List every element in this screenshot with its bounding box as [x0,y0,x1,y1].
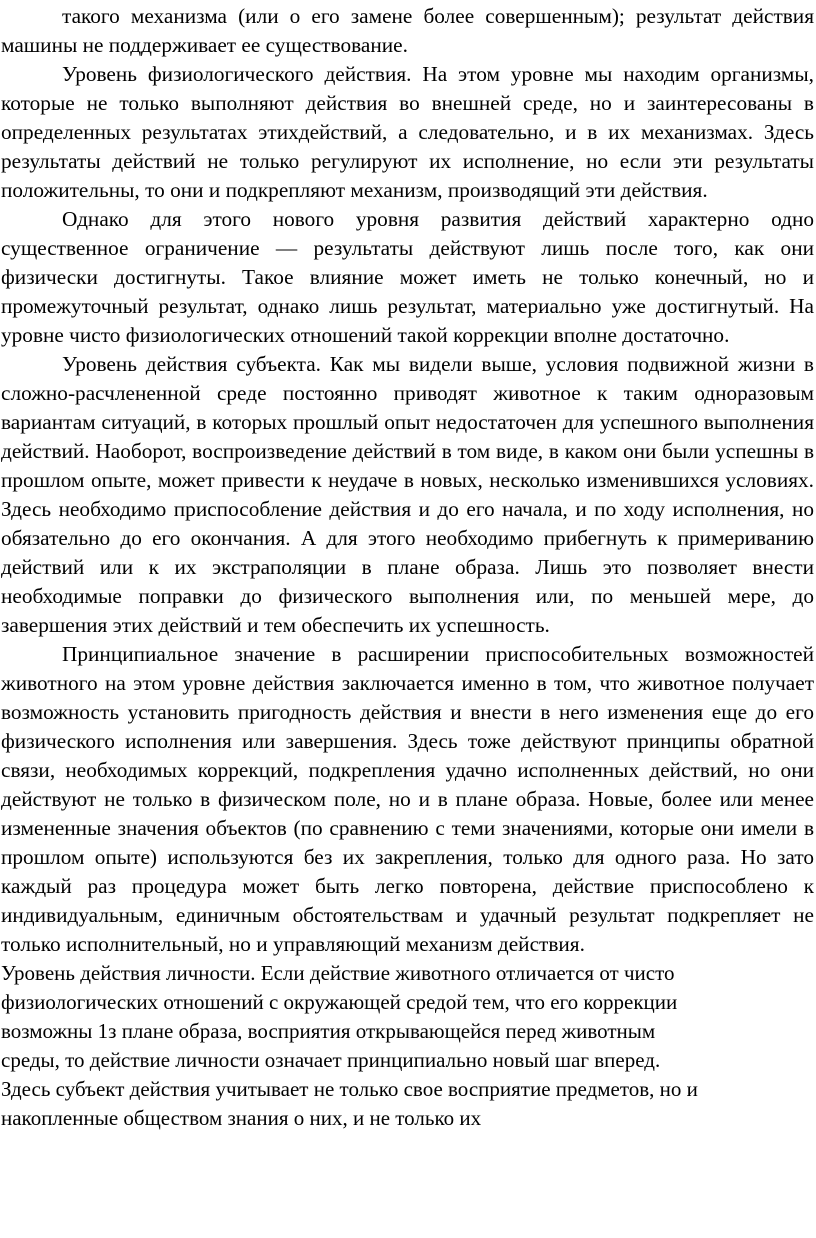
paragraph-limitation: Однако для этого нового уровня развития действий характерно одно существенное ограничение — результаты действуют лишь после того, как они физически достигнуты. Такое влияние может иметь не только конечный, но и промежуточный результат, однако лишь результат, материально уже достигнутый. На уровне чисто физиологических отношений такой коррекции вполне достаточно. [1,207,814,347]
text-line: среды, то действие личности означает принципиально новый шаг вперед. [1,1048,661,1072]
paragraph-principal-meaning: Принципиальное значение в расширении приспособительных возможностей животного на этом уровне действия заключается именно в том, что животное получает возможность установить пригодность действия и внести в него изменения еще до его физического исполнения или завершения. Здесь тоже действуют принципы обратной связи, необходимых коррекций, подкрепления удачно исполненных действий, но они действуют не только в физическом поле, но и в плане образа. Новые, более или менее измененные значения объектов (по сравнению с теми значениями, которые они имели в прошлом опыте) используются без их закрепления, только для одного раза. Но зато каждый раз процедура может быть легко повторена, действие приспособлено к индивидуальным, единичным обстоятельствам и удачный результат подкрепляет не только исполнительный, но и управляющий механизм действия. [1,642,814,956]
paragraph-subject-level: Уровень действия субъекта. Как мы видели выше, условия подвижной жизни в сложно-расчлененной среде постоянно приводят животное к таким одноразовым вариантам ситуаций, в которых прошлый опыт недостаточен для успешного выполнения действий. Наоборот, воспроизведение действий в том виде, в каком они были успешны в прошлом опыте, может привести к неудаче в новых, несколько изменившихся условиях. Здесь необходимо приспособление действия и до его начала, и по ходу исполнения, но обязательно до его окончания. А для этого необходимо прибегнуть к примериванию действий или к их экстраполяции в плане образа. Лишь это позволяет внести необходимые поправки до физического выполнения или, по меньшей мере, до завершения этих действий и тем обеспечить их успешность. [1,352,814,637]
text-line: Уровень действия личности. Если действие животного отличается от чисто [1,961,675,985]
personality-level-block [1,959,814,1133]
paragraph-continuation: такого механизма (или о его замене более совершенным); результат действия машины не поддерживает ее существование. [1,4,814,57]
text-line: физиологических отношений с окружающей средой тем, что его коррекции [1,990,678,1014]
paragraph-physiological-level: Уровень физиологического действия. На этом уровне мы находим организмы, которые не только выполняют действия во внешней среде, но и заинтересованы в определенных результатах этихдействий, а следовательно, и в их механизмах. Здесь результаты действий не только регулируют их исполнение, но если эти результаты положительны, то они и подкрепляют механизм, производящий эти действия. [1,62,814,202]
text-line: Здесь субъект действия учитывает не только свое восприятие предметов, но и [1,1077,698,1101]
text-line: накопленные обществом знания о них, и не только их [1,1106,482,1130]
text-line: возможны 1з плане образа, восприятия открывающейся перед животным [1,1019,656,1043]
